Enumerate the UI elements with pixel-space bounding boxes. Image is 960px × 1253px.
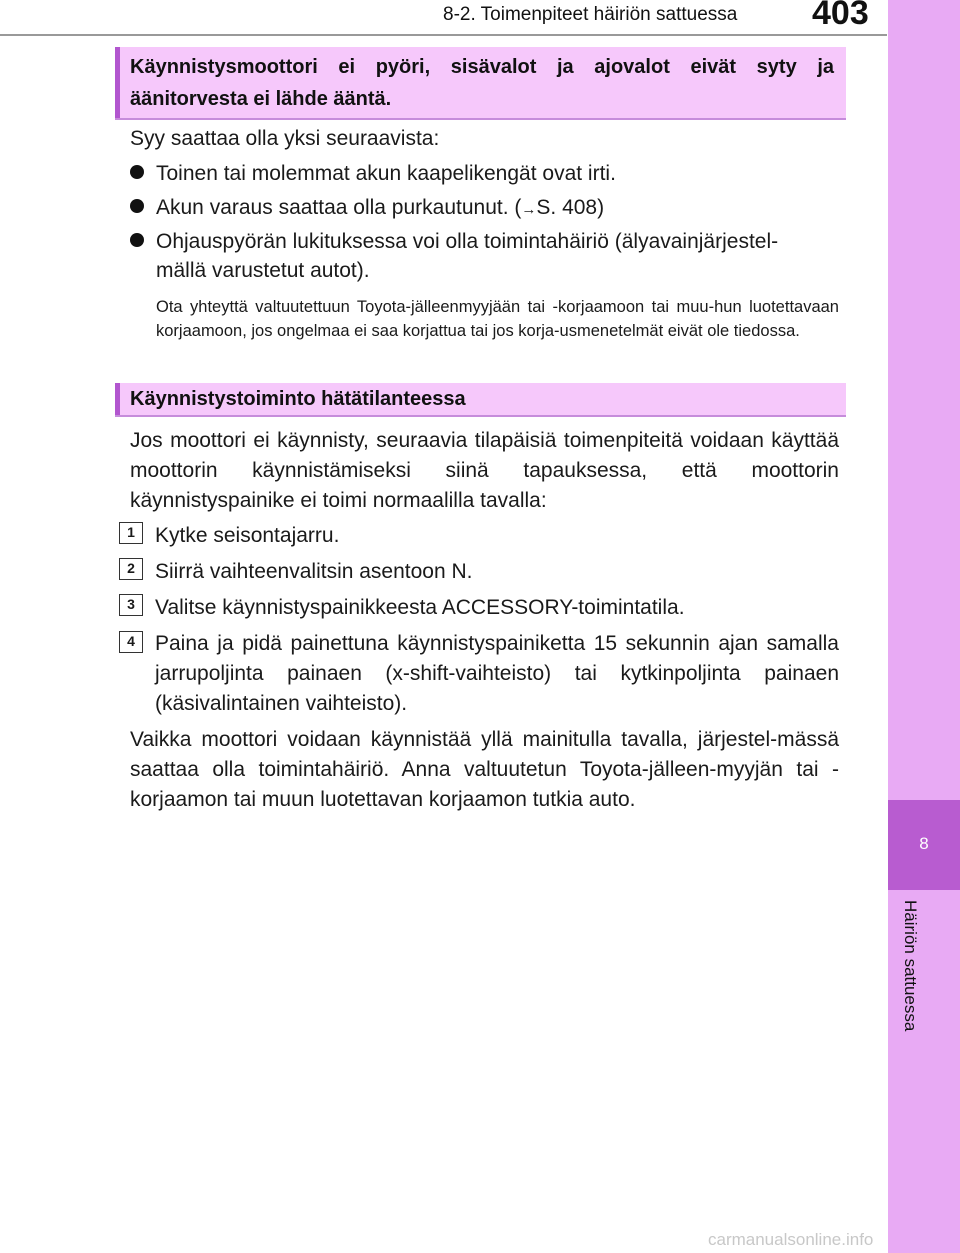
step-text: Paina ja pidä painettuna käynnistyspainiketta 15 sekunnin ajan samalla jarrupoljinta painaen (x-shift-vaihteisto) tai kytkinpoljinta painaen (käsivalintainen vaihteisto). xyxy=(155,632,839,715)
step-number-badge: 1 xyxy=(119,522,143,544)
step-number-badge: 4 xyxy=(119,631,143,653)
step-number-badge: 2 xyxy=(119,558,143,580)
closing-paragraph: Vaikka moottori voidaan käynnistää yllä mainitulla tavalla, järjestel-mässä saattaa olla toimintahäiriö. Anna valtuutetun Toyota-jälleen-myyjän tai -korjaamon tai muun luotettavan korjaamon tutkia auto. xyxy=(130,728,839,811)
bullet-icon xyxy=(130,165,144,179)
section-title: Käynnistystoiminto hätätilanteessa xyxy=(130,388,466,410)
side-tab-label: Häiriön sattuessa xyxy=(901,900,920,1032)
side-tab xyxy=(888,0,960,1253)
side-chapter-tab xyxy=(888,800,960,890)
page-number: 403 xyxy=(812,0,869,32)
side-chapter-number: 8 xyxy=(919,834,929,853)
bullet-continuation: mällä varustetut autot). xyxy=(156,259,370,282)
step-text: Kytke seisontajarru. xyxy=(155,524,340,547)
contact-note: Ota yhteyttä valtuutettuun Toyota-jälleenmyyjään tai -korjaamoon tai muu-hun luotettavaan korjaamoon, jos ongelmaa ei saa korjattua tai jos korja-usmenetelmät eivät ole tiedossa. xyxy=(156,298,839,340)
watermark: carmanualsonline.info xyxy=(708,1230,874,1249)
emergency-intro: Jos moottori ei käynnisty, seuraavia tilapäisiä toimenpiteitä voidaan käyttää moottorin käynnistämiseksi siinä tapauksessa, että moottorin käynnistyspainike ei toimi normaalilla tavalla: xyxy=(130,429,839,512)
bullet-item: Akun varaus saattaa olla purkautunut. (→S. 408) xyxy=(130,193,604,225)
step-text: Siirrä vaihteenvalitsin asentoon N. xyxy=(155,560,473,583)
section-header-emergency xyxy=(115,383,846,417)
arrow-right-icon: → xyxy=(521,201,537,218)
header-rule xyxy=(0,34,887,36)
section-accent-bar xyxy=(115,47,120,118)
step-text: Valitse käynnistyspainikkeesta ACCESSORY-toimintatila. xyxy=(155,596,685,619)
section-accent-bar xyxy=(115,383,120,415)
bullet-item: Toinen tai molemmat akun kaapelikengät ovat irti. xyxy=(130,159,616,189)
step-number-badge: 3 xyxy=(119,594,143,616)
bullet-icon xyxy=(130,233,144,247)
page-reference[interactable]: S. 408) xyxy=(536,196,605,219)
section-header-starter xyxy=(115,47,846,120)
bullet-item: Ohjauspyörän lukituksessa voi olla toimintahäiriö (älyavainjärjestel- xyxy=(130,227,778,257)
chapter-heading: 8-2. Toimenpiteet häiriön sattuessa xyxy=(443,4,738,25)
section-title: Käynnistysmoottori ei pyöri, sisävalot ja ajovalot eivät syty ja äänitorvesta ei lähde ääntä. xyxy=(130,56,834,110)
cause-intro: Syy saattaa olla yksi seuraavista: xyxy=(130,127,440,150)
bullet-icon xyxy=(130,199,144,213)
